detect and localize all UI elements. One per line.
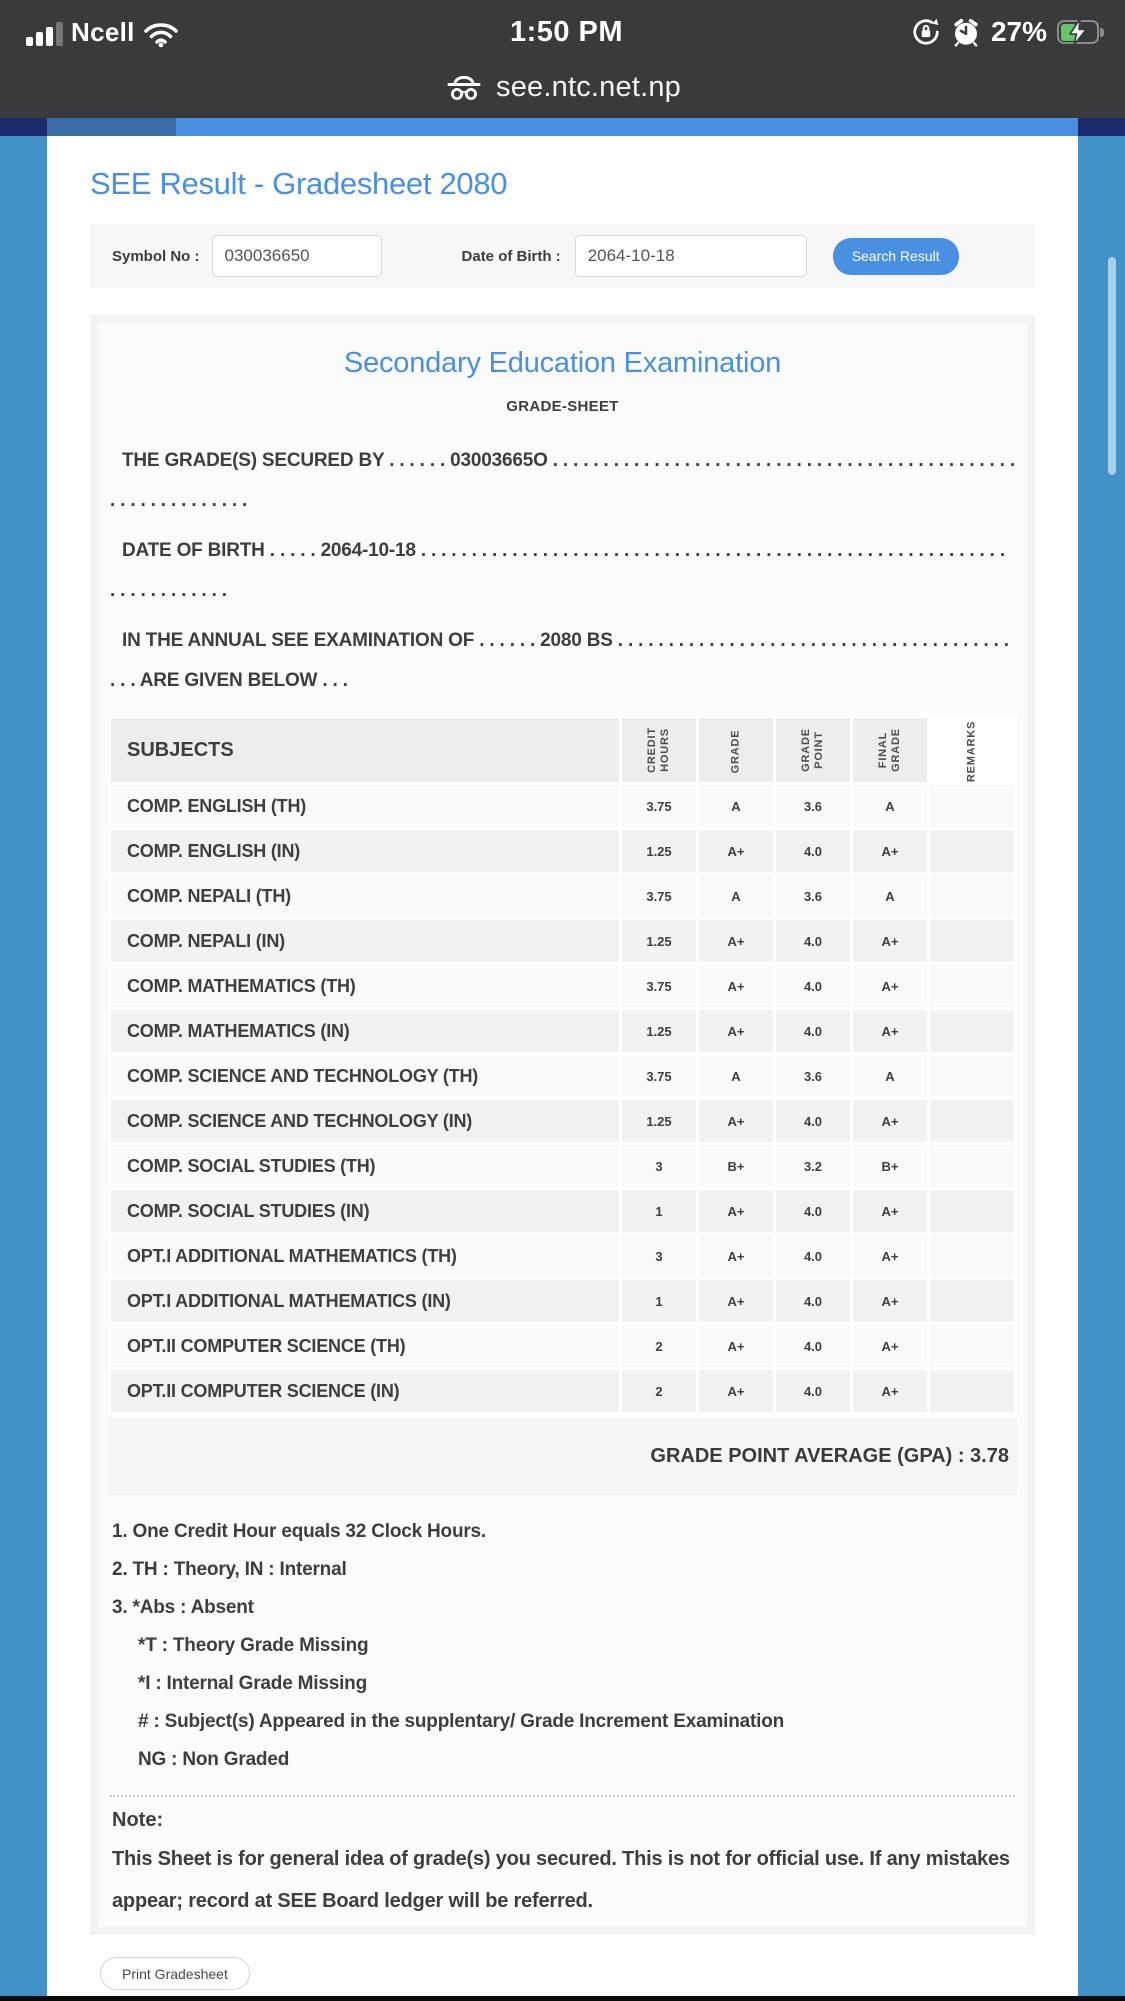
subject-cell: OPT.II COMPUTER SCIENCE (IN) [111, 1370, 619, 1412]
rotation-lock-icon [911, 17, 941, 47]
table-header-row [111, 718, 1014, 782]
grade-cell: B+ [699, 1145, 773, 1187]
grade-point-cell: 4.0 [776, 1280, 850, 1322]
grade-cell: A+ [699, 830, 773, 872]
grade-cell: A+ [699, 1100, 773, 1142]
final-grade-cell: A+ [853, 1325, 927, 1367]
grade-point-cell: 4.0 [776, 1100, 850, 1142]
table-row [111, 785, 1014, 827]
remarks-cell [930, 785, 1014, 827]
final-grade-cell: A+ [853, 1370, 927, 1412]
grades-table [108, 715, 1017, 1415]
dashed-divider [110, 1795, 1015, 1797]
grade-cell: A [699, 1055, 773, 1097]
disclaimer-text: This Sheet is for general idea of grade(s) you secured. This is not for official use. If any mistakes appear; record at SEE Board ledger will be referred. [112, 1848, 1010, 1912]
table-row [111, 1100, 1014, 1142]
remarks-cell [930, 920, 1014, 962]
remarks-cell [930, 1055, 1014, 1097]
subject-cell: OPT.I ADDITIONAL MATHEMATICS (IN) [111, 1280, 619, 1322]
grade-point-cell: 4.0 [776, 1235, 850, 1277]
final-grade-cell: A+ [853, 1190, 927, 1232]
gradesheet-card [90, 315, 1035, 1935]
incognito-icon [444, 71, 484, 103]
grade-point-cell: 4.0 [776, 920, 850, 962]
credit-hours-cell: 2 [622, 1325, 696, 1367]
credit-hours-cell: 1.25 [622, 830, 696, 872]
remarks-cell [930, 875, 1014, 917]
column-header-subjects: SUBJECTS [111, 718, 619, 782]
date-of-birth-line: DATE OF BIRTH . . . . . 2064-10-18 . . . . . . . . . . . . . . . . . . . . . . . . . . . . . . . . . . . . . . . . . . . . . . . . . . . . . . . . . . . . . . . . . . . . . . [110, 540, 1005, 601]
credit-hours-cell: 1 [622, 1190, 696, 1232]
grades-secured-line: THE GRADE(S) SECURED BY . . . . . . 03003665O . . . . . . . . . . . . . . . . . . . . . . . . . . . . . . . . . . . . . . . . . . . . . . . . . . . . . . . . . . . . [110, 450, 1015, 511]
column-header-final-grade: FINAL GRADE [853, 718, 927, 782]
column-header-remarks: REMARKS [965, 720, 978, 783]
grade-point-cell: 4.0 [776, 1190, 850, 1232]
credit-hours-cell: 1.25 [622, 1010, 696, 1052]
subject-cell: COMP. SOCIAL STUDIES (IN) [111, 1190, 619, 1232]
charging-bolt-icon [1065, 17, 1091, 47]
grade-point-cell: 4.0 [776, 965, 850, 1007]
symbol-input[interactable] [212, 235, 382, 277]
subject-cell: COMP. ENGLISH (TH) [111, 785, 619, 827]
clock-label: 1:50 PM [509, 15, 624, 48]
grade-cell: A [699, 875, 773, 917]
strip-segment [47, 118, 176, 136]
final-grade-cell: B+ [853, 1145, 927, 1187]
remarks-cell [930, 1010, 1014, 1052]
note-item: 3. *Abs : Absent [112, 1597, 254, 1618]
credit-hours-cell: 3.75 [622, 785, 696, 827]
cell-signal-icon [26, 22, 63, 48]
subject-cell: COMP. MATHEMATICS (IN) [111, 1010, 619, 1052]
subject-cell: COMP. SCIENCE AND TECHNOLOGY (IN) [111, 1100, 619, 1142]
status-bar [0, 0, 1125, 118]
grade-cell: A+ [699, 1235, 773, 1277]
final-grade-cell: A+ [853, 1235, 927, 1277]
status-right [777, 16, 1107, 48]
search-result-button[interactable]: Search Result [833, 238, 959, 275]
grade-point-cell: 3.6 [776, 785, 850, 827]
credit-hours-cell: 1.25 [622, 920, 696, 962]
remarks-cell [930, 830, 1014, 872]
note-item: *T : Theory Grade Missing [138, 1635, 369, 1656]
final-grade-cell: A+ [853, 920, 927, 962]
subject-cell: COMP. SOCIAL STUDIES (TH) [111, 1145, 619, 1187]
final-grade-cell: A+ [853, 965, 927, 1007]
remarks-cell [930, 1235, 1014, 1277]
grade-point-cell: 4.0 [776, 1325, 850, 1367]
strip-corner-right [1078, 118, 1125, 136]
note-item: 1. One Credit Hour equals 32 Clock Hours. [112, 1521, 487, 1542]
dob-input[interactable] [575, 235, 807, 277]
dob-label: Date of Birth : [461, 247, 561, 265]
remarks-cell [930, 965, 1014, 1007]
final-grade-cell: A+ [853, 1010, 927, 1052]
note-item: # : Subject(s) Appeared in the supplentary/ Grade Increment Examination [138, 1711, 785, 1732]
credit-hours-cell: 3.75 [622, 875, 696, 917]
symbol-label: Symbol No : [112, 247, 200, 265]
bottom-toolbar-edge [0, 1996, 1125, 2001]
content-container [47, 136, 1078, 1996]
grade-cell: A+ [699, 1370, 773, 1412]
credit-hours-cell: 3.75 [622, 965, 696, 1007]
remarks-cell [930, 1280, 1014, 1322]
table-row [111, 1010, 1014, 1052]
final-grade-cell: A+ [853, 1100, 927, 1142]
grade-point-cell: 3.2 [776, 1145, 850, 1187]
credit-hours-cell: 1.25 [622, 1100, 696, 1142]
gpa-line: GRADE POINT AVERAGE (GPA) : 3.78 [108, 1418, 1017, 1495]
table-row [111, 1055, 1014, 1097]
legend-notes [108, 1513, 1017, 1779]
grade-cell: A+ [699, 1190, 773, 1232]
credit-hours-cell: 3 [622, 1235, 696, 1277]
credit-hours-cell: 3 [622, 1145, 696, 1187]
column-header-grade-point: GRADE POINT [776, 718, 850, 782]
remarks-cell [930, 1325, 1014, 1367]
table-row [111, 1235, 1014, 1277]
url-text: see.ntc.net.np [496, 70, 681, 103]
remarks-cell [930, 1100, 1014, 1142]
final-grade-cell: A [853, 875, 927, 917]
note-label: Note: [112, 1809, 164, 1831]
column-header-grade: GRADE [699, 718, 773, 782]
credit-hours-cell: 2 [622, 1370, 696, 1412]
note-item: *I : Internal Grade Missing [138, 1673, 367, 1694]
table-row [111, 1280, 1014, 1322]
table-row [111, 1190, 1014, 1232]
search-form [90, 224, 1035, 288]
note-item: NG : Non Graded [138, 1749, 290, 1770]
page-top-strip [0, 118, 1125, 136]
subject-cell: COMP. MATHEMATICS (TH) [111, 965, 619, 1007]
final-grade-cell: A+ [853, 1280, 927, 1322]
alarm-clock-icon [951, 17, 981, 47]
subject-cell: COMP. ENGLISH (IN) [111, 830, 619, 872]
status-left [26, 17, 356, 48]
omnibox[interactable] [0, 58, 1125, 116]
credit-hours-cell: 3.75 [622, 1055, 696, 1097]
sheet-subheading: GRADE-SHEET [506, 398, 619, 415]
grade-cell: A+ [699, 1010, 773, 1052]
subject-cell: COMP. NEPALI (IN) [111, 920, 619, 962]
grade-cell: A+ [699, 1280, 773, 1322]
subject-cell: COMP. SCIENCE AND TECHNOLOGY (TH) [111, 1055, 619, 1097]
table-row [111, 830, 1014, 872]
credit-hours-cell: 1 [622, 1280, 696, 1322]
column-header-credit-hours: CREDIT HOURS [622, 718, 696, 782]
grade-point-cell: 3.6 [776, 875, 850, 917]
sheet-heading: Secondary Education Examination [343, 347, 782, 379]
table-row [111, 875, 1014, 917]
subject-cell: OPT.II COMPUTER SCIENCE (TH) [111, 1325, 619, 1367]
grade-point-cell: 4.0 [776, 830, 850, 872]
final-grade-cell: A+ [853, 830, 927, 872]
remarks-cell [930, 1370, 1014, 1412]
print-gradesheet-button[interactable]: Print Gradesheet [100, 1957, 250, 1990]
subject-cell: COMP. NEPALI (TH) [111, 875, 619, 917]
remarks-cell [930, 1190, 1014, 1232]
note-item: 2. TH : Theory, IN : Internal [112, 1559, 347, 1580]
final-grade-cell: A [853, 785, 927, 827]
page-title: SEE Result - Gradesheet 2080 [90, 166, 508, 201]
table-row [111, 1325, 1014, 1367]
grade-point-cell: 4.0 [776, 1370, 850, 1412]
remarks-cell [930, 1145, 1014, 1187]
status-row [0, 0, 1125, 58]
battery-percent: 27% [990, 16, 1047, 47]
grade-cell: A [699, 785, 773, 827]
grade-cell: A+ [699, 965, 773, 1007]
examination-year-line: IN THE ANNUAL SEE EXAMINATION OF . . . . . . 2080 BS . . . . . . . . . . . . . . . . . . . . . . . . . . . . . . . . . . . . . . . . . . ARE GIVEN BELOW . . . [110, 630, 1009, 691]
grade-cell: A+ [699, 1325, 773, 1367]
grade-point-cell: 3.6 [776, 1055, 850, 1097]
grade-point-cell: 4.0 [776, 1010, 850, 1052]
grade-cell: A+ [699, 920, 773, 962]
table-row [111, 1145, 1014, 1187]
carrier-label: Ncell [71, 16, 135, 47]
strip-corner-left [0, 118, 47, 136]
subject-cell: OPT.I ADDITIONAL MATHEMATICS (TH) [111, 1235, 619, 1277]
table-row [111, 1370, 1014, 1412]
table-row [111, 965, 1014, 1007]
page-body [0, 136, 1125, 2001]
battery-icon [1057, 20, 1107, 44]
table-row [111, 920, 1014, 962]
final-grade-cell: A [853, 1055, 927, 1097]
browser-scrollbar[interactable] [1108, 257, 1116, 475]
wifi-icon [143, 21, 179, 48]
